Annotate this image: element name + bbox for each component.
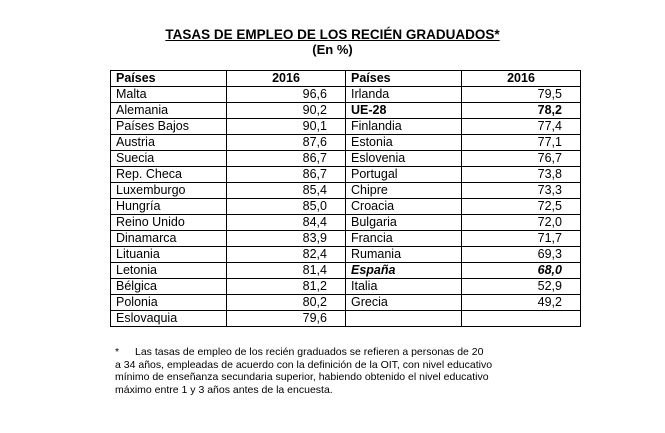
footnote-marker: * bbox=[115, 346, 120, 358]
country-cell: Reino Unido bbox=[111, 215, 227, 231]
header-year-left: 2016 bbox=[227, 71, 346, 87]
rate-cell: 78,2 bbox=[462, 103, 581, 119]
country-cell: España bbox=[346, 263, 462, 279]
rate-cell: 69,3 bbox=[462, 247, 581, 263]
rate-cell: 71,7 bbox=[462, 231, 581, 247]
rate-cell: 81,2 bbox=[227, 279, 346, 295]
country-cell: Suecia bbox=[111, 151, 227, 167]
rate-cell: 96,6 bbox=[227, 87, 346, 103]
footnote-line: máximo entre 1 y 3 años antes de la encuesta. bbox=[115, 383, 333, 396]
country-cell: Chipre bbox=[346, 183, 462, 199]
table-subtitle: (En %) bbox=[312, 42, 353, 57]
rate-cell: 80,2 bbox=[227, 295, 346, 311]
empty-cell bbox=[346, 311, 462, 327]
country-cell: Eslovaquia bbox=[111, 311, 227, 327]
table-row bbox=[111, 311, 581, 327]
rate-cell: 52,9 bbox=[462, 279, 581, 295]
table-row bbox=[111, 103, 581, 119]
country-cell: UE-28 bbox=[346, 103, 462, 119]
rate-cell: 76,7 bbox=[462, 151, 581, 167]
rate-cell: 83,9 bbox=[227, 231, 346, 247]
country-cell: Italia bbox=[346, 279, 462, 295]
table-row bbox=[111, 87, 581, 103]
table-row bbox=[111, 279, 581, 295]
rate-cell: 72,0 bbox=[462, 215, 581, 231]
country-cell: Austria bbox=[111, 135, 227, 151]
table-row bbox=[111, 135, 581, 151]
table-row bbox=[111, 151, 581, 167]
footnote-line: mínimo de enseñanza secundaria superior, habiendo obtenido el nivel educativo bbox=[115, 371, 489, 383]
employment-rate-table bbox=[110, 70, 581, 327]
table-title: TASAS DE EMPLEO DE LOS RECIÉN GRADUADOS* bbox=[165, 27, 500, 42]
rate-cell: 86,7 bbox=[227, 151, 346, 167]
rate-cell: 82,4 bbox=[227, 247, 346, 263]
rate-cell: 85,4 bbox=[227, 183, 346, 199]
country-cell: Francia bbox=[346, 231, 462, 247]
header-country-left: Países bbox=[111, 71, 227, 87]
table-row bbox=[111, 183, 581, 199]
country-cell: Croacia bbox=[346, 199, 462, 215]
empty-cell bbox=[462, 311, 581, 327]
country-cell: Luxemburgo bbox=[111, 183, 227, 199]
rate-cell: 90,1 bbox=[227, 119, 346, 135]
country-cell: Países Bajos bbox=[111, 119, 227, 135]
rate-cell: 77,1 bbox=[462, 135, 581, 151]
table-row bbox=[111, 295, 581, 311]
footnote bbox=[115, 346, 525, 396]
table-row bbox=[111, 263, 581, 279]
country-cell: Portugal bbox=[346, 167, 462, 183]
country-cell: Dinamarca bbox=[111, 231, 227, 247]
table-row bbox=[111, 215, 581, 231]
country-cell: Grecia bbox=[346, 295, 462, 311]
table-body bbox=[111, 87, 581, 327]
rate-cell: 73,3 bbox=[462, 183, 581, 199]
country-cell: Rumania bbox=[346, 247, 462, 263]
country-cell: Rep. Checa bbox=[111, 167, 227, 183]
rate-cell: 87,6 bbox=[227, 135, 346, 151]
header-year-right: 2016 bbox=[462, 71, 581, 87]
table-header-row bbox=[111, 71, 581, 87]
country-cell: Irlanda bbox=[346, 87, 462, 103]
rate-cell: 79,5 bbox=[462, 87, 581, 103]
rate-cell: 68,0 bbox=[462, 263, 581, 279]
country-cell: Hungría bbox=[111, 199, 227, 215]
rate-cell: 72,5 bbox=[462, 199, 581, 215]
rate-cell: 90,2 bbox=[227, 103, 346, 119]
country-cell: Letonia bbox=[111, 263, 227, 279]
country-cell: Finlandia bbox=[346, 119, 462, 135]
table-row bbox=[111, 119, 581, 135]
country-cell: Malta bbox=[111, 87, 227, 103]
footnote-line: a 34 años, empleadas de acuerdo con la definición de la OIT, con nivel educativo bbox=[115, 358, 493, 371]
table-row bbox=[111, 247, 581, 263]
country-cell: Polonia bbox=[111, 295, 227, 311]
rate-cell: 85,0 bbox=[227, 199, 346, 215]
country-cell: Alemania bbox=[111, 103, 227, 119]
country-cell: Bulgaria bbox=[346, 215, 462, 231]
rate-cell: 77,4 bbox=[462, 119, 581, 135]
rate-cell: 84,4 bbox=[227, 215, 346, 231]
footnote-line bbox=[115, 346, 525, 359]
country-cell: Lituania bbox=[111, 247, 227, 263]
country-cell: Eslovenia bbox=[346, 151, 462, 167]
table-row bbox=[111, 167, 581, 183]
table-row bbox=[111, 199, 581, 215]
country-cell: Estonia bbox=[346, 135, 462, 151]
rate-cell: 86,7 bbox=[227, 167, 346, 183]
rate-cell: 81,4 bbox=[227, 263, 346, 279]
footnote-text: Las tasas de empleo de los recién graduados se refieren a personas de 20 bbox=[135, 346, 484, 358]
rate-cell: 73,8 bbox=[462, 167, 581, 183]
rate-cell: 49,2 bbox=[462, 295, 581, 311]
table-row bbox=[111, 231, 581, 247]
country-cell: Bélgica bbox=[111, 279, 227, 295]
header-country-right: Países bbox=[346, 71, 462, 87]
rate-cell: 79,6 bbox=[227, 311, 346, 327]
